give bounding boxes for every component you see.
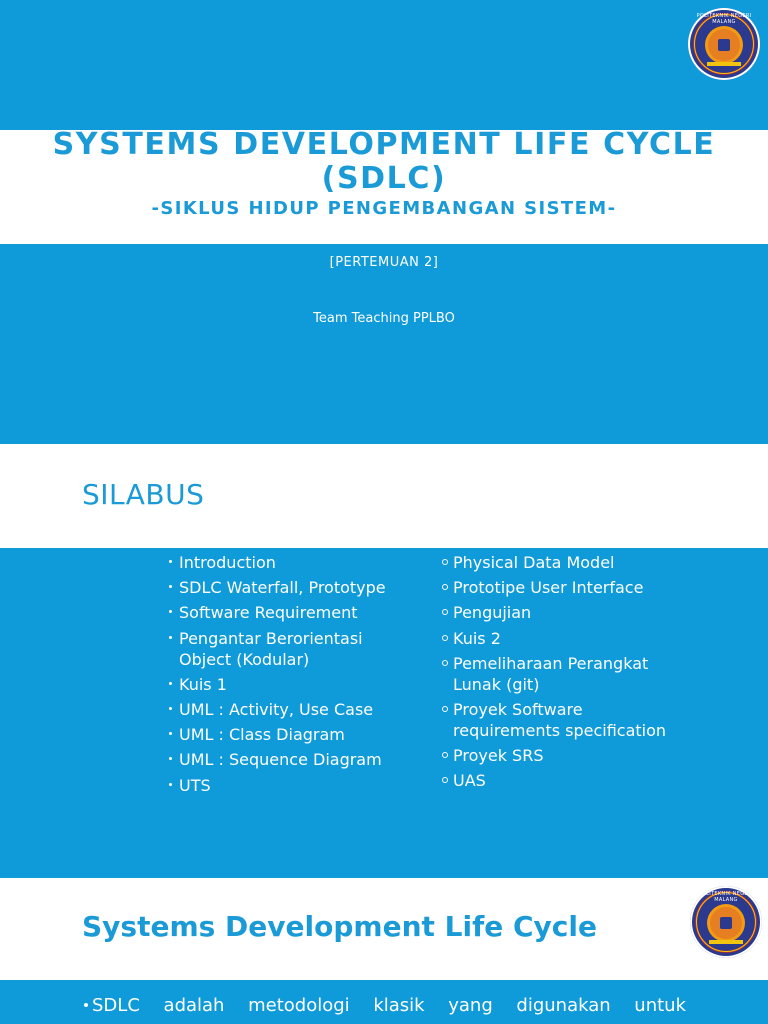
paragraph-text: SDLC adalah metodologi klasik yang digunakan untuk <box>92 995 686 1016</box>
slide1-subtitle-band <box>0 244 768 444</box>
gear-icon <box>710 907 742 939</box>
list-item: Proyek Software requirements specification <box>442 699 692 741</box>
list-item: Prototipe User Interface <box>442 577 692 598</box>
gear-icon <box>708 29 740 61</box>
list-item: Pengantar Berorientasi Object (Kodular) <box>168 628 408 670</box>
slide3-title: Systems Development Life Cycle <box>82 910 597 943</box>
slide3-paragraph <box>82 992 686 1020</box>
list-item: Pengujian <box>442 602 692 623</box>
syllabus-left-list <box>168 552 408 800</box>
list-item: Introduction <box>168 552 408 573</box>
meeting-label: [PERTEMUAN 2] <box>329 255 439 270</box>
logo-bar <box>709 940 743 944</box>
list-item: Physical Data Model <box>442 552 692 573</box>
list-item: Kuis 2 <box>442 628 692 649</box>
list-item: Software Requirement <box>168 602 408 623</box>
syllabus-right-list <box>442 552 692 796</box>
list-item: UML : Sequence Diagram <box>168 749 408 770</box>
slide1-top-band <box>0 0 768 130</box>
team-label: Team Teaching PPLBO <box>313 311 455 326</box>
list-item: Pemeliharaan Perangkat Lunak (git) <box>442 653 692 695</box>
polinema-logo-icon <box>688 8 760 80</box>
logo-text: POLITEKNIK NEGERI MALANG <box>696 13 752 25</box>
title-line-2: (SDLC) <box>321 161 447 196</box>
title-line-1: SYSTEMS DEVELOPMENT LIFE CYCLE <box>52 127 716 162</box>
slide1-title <box>0 128 768 196</box>
list-item: Proyek SRS <box>442 745 692 766</box>
slide2-title: SILABUS <box>82 478 205 511</box>
list-item: Kuis 1 <box>168 674 408 695</box>
list-item: UML : Activity, Use Case <box>168 699 408 720</box>
list-item: UAS <box>442 770 692 791</box>
logo-text: POLITEKNIK NEGERI MALANG <box>698 891 754 903</box>
logo-bar <box>707 62 741 66</box>
polinema-logo-icon <box>690 886 762 958</box>
list-item: UTS <box>168 775 408 796</box>
slide1-subtitle: -SIKLUS HIDUP PENGEMBANGAN SISTEM- <box>151 198 617 219</box>
list-item: SDLC Waterfall, Prototype <box>168 577 408 598</box>
list-item: UML : Class Diagram <box>168 724 408 745</box>
